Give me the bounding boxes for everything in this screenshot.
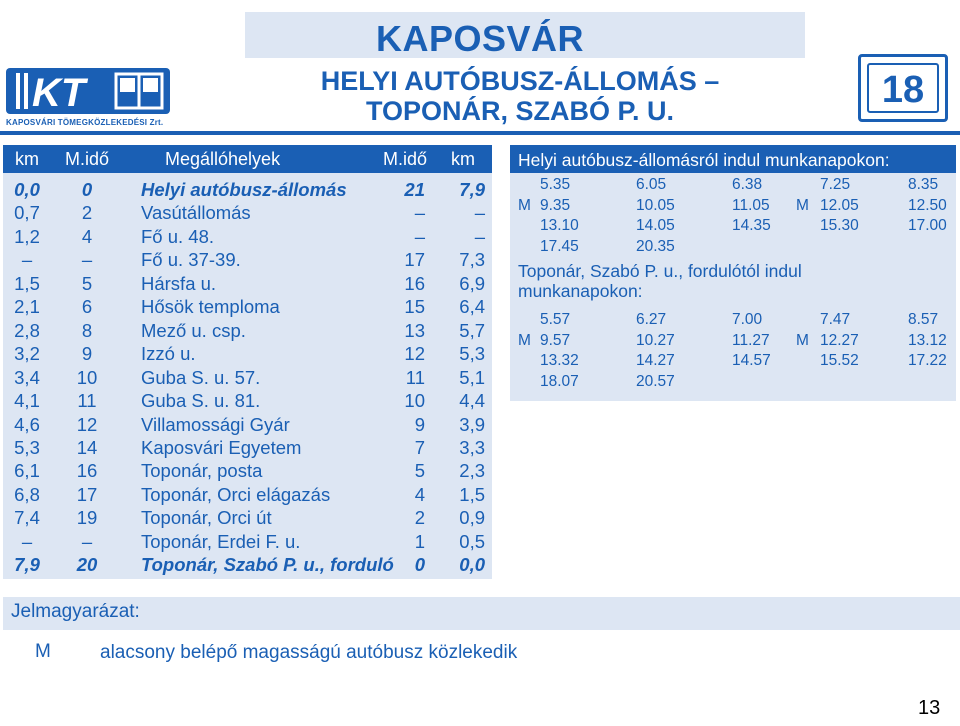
row-km: 7,4	[14, 507, 40, 529]
row-km: –	[21, 249, 33, 271]
departure-time: 15.30	[820, 217, 859, 234]
departure-time: 6.05	[636, 176, 667, 193]
stops-table	[3, 145, 492, 579]
departure-time: 12.50	[908, 196, 947, 214]
row-time-return: 9	[414, 413, 425, 435]
route-number-badge	[858, 54, 948, 122]
timetable-panel	[510, 145, 956, 401]
row-time-return: –	[414, 202, 425, 224]
timetable-row	[510, 311, 956, 333]
row-km: 4,1	[14, 390, 40, 412]
row-time: 16	[76, 460, 98, 482]
row-km-return: 5,1	[459, 366, 485, 388]
row-time: –	[81, 249, 93, 271]
departure-time: 17.45	[540, 237, 579, 255]
row-time: –	[81, 530, 93, 552]
departure-time: 10.05	[636, 196, 675, 214]
row-km-return: 7,9	[459, 179, 485, 200]
legend-title: Jelmagyarázat:	[11, 601, 140, 622]
row-time-return: 2	[414, 507, 425, 529]
table-row	[3, 390, 492, 413]
row-time: 17	[76, 483, 98, 505]
row-stop-name: Guba S. u. 57.	[141, 366, 261, 388]
row-time-return: 0	[414, 554, 425, 576]
departure-time: 12.27	[820, 331, 859, 349]
departure-time: 10.27	[636, 331, 675, 349]
row-stop-name: Fő u. 48.	[141, 225, 215, 247]
departure-time: 7.25	[820, 176, 851, 193]
departure-time: 5.57	[540, 311, 571, 328]
row-km-return: 3,3	[459, 436, 485, 458]
row-km: 6,8	[14, 483, 40, 505]
departure-time: 12.05	[820, 196, 859, 214]
row-km: 0,7	[14, 202, 40, 224]
row-stop-name: Toponár, Erdei F. u.	[141, 530, 301, 552]
timetable-row	[510, 176, 956, 198]
table-row	[3, 296, 492, 319]
table-row	[3, 554, 492, 577]
row-time: 4	[81, 225, 93, 247]
row-km-return: 0,5	[459, 530, 485, 552]
city-title: KAPOSVÁR	[375, 18, 585, 59]
table-row	[3, 414, 492, 437]
row-time-return: 17	[404, 249, 425, 271]
departure-time: 14.57	[732, 352, 771, 369]
row-time-return: –	[414, 225, 425, 247]
departure-time: 7.00	[732, 311, 763, 328]
route-subtitle	[300, 66, 740, 126]
departure-time: 13.10	[540, 217, 579, 234]
departure-time: 17.22	[908, 352, 947, 369]
row-time: 19	[76, 507, 98, 529]
route-number: 18	[881, 69, 925, 111]
table-row	[3, 226, 492, 249]
row-stop-name: Toponár, Szabó P. u., forduló	[141, 554, 394, 576]
return-heading-line-2: munkanapokon:	[518, 281, 643, 301]
return-heading	[518, 261, 938, 301]
row-km: 4,6	[14, 413, 40, 435]
row-km-return: 1,5	[459, 483, 485, 505]
logo-stripe	[24, 73, 28, 109]
row-time: 8	[81, 319, 93, 341]
departure-time: 6.27	[636, 311, 667, 328]
row-stop-name: Vasútállomás	[141, 202, 251, 224]
row-time: 5	[81, 272, 93, 294]
legend-key: M	[35, 641, 51, 662]
row-time-return: 21	[404, 179, 425, 200]
table-row	[3, 507, 492, 530]
row-time: 9	[81, 343, 93, 365]
row-km: 5,3	[14, 436, 40, 458]
row-km: 3,4	[14, 366, 40, 388]
row-time-return: 13	[404, 319, 425, 341]
row-time-return: 12	[404, 343, 425, 365]
route-number-frame	[867, 63, 939, 113]
low-floor-marker: M	[518, 331, 531, 349]
timetable-row	[510, 217, 956, 239]
departure-time: 14.27	[636, 352, 675, 369]
departure-time: 18.07	[540, 372, 579, 390]
row-time-return: 11	[405, 366, 425, 388]
timetable-row	[510, 352, 956, 374]
row-time: 12	[76, 413, 98, 435]
row-stop-name: Villamossági Gyár	[141, 413, 290, 435]
row-km-return: 6,9	[459, 272, 485, 294]
row-stop-name: Hősök temploma	[141, 296, 280, 318]
departure-time: 14.35	[732, 217, 771, 234]
outbound-heading-text: Helyi autóbusz-állomásról indul munkanapokon:	[518, 150, 890, 170]
departure-time: 5.35	[540, 176, 571, 193]
timetable-row	[510, 373, 956, 395]
table-row	[3, 531, 492, 554]
row-km-return: –	[474, 202, 485, 224]
table-row	[3, 460, 492, 483]
row-km-return: 5,7	[459, 319, 485, 341]
row-time: 14	[76, 436, 98, 458]
row-stop-name: Toponár, posta	[141, 460, 263, 482]
legend-description: alacsony belépő magasságú autóbusz közlekedik	[100, 642, 518, 663]
row-time: 20	[76, 554, 98, 576]
departure-time: 20.57	[636, 372, 675, 390]
table-row	[3, 273, 492, 296]
departure-time: 11.05	[732, 196, 770, 214]
departure-time: 7.47	[820, 311, 851, 328]
row-stop-name: Guba S. u. 81.	[141, 390, 261, 412]
timetable-row	[510, 197, 956, 219]
row-km-return: 5,3	[459, 343, 485, 365]
table-row	[3, 320, 492, 343]
row-time: 0	[81, 179, 93, 200]
row-km-return: 0,9	[459, 507, 485, 529]
row-stop-name: Toponár, Orci út	[141, 507, 272, 529]
row-stop-name: Mező u. csp.	[141, 319, 246, 341]
logo-caption: KAPOSVÁRI TÖMEGKÖZLEKEDÉSI Zrt.	[6, 118, 164, 127]
row-km: 1,2	[14, 225, 40, 247]
subtitle-line-2: TOPONÁR, SZABÓ P. U.	[365, 96, 675, 126]
outbound-heading	[510, 145, 956, 173]
row-km: 7,9	[14, 554, 40, 576]
row-km-return: 7,3	[459, 249, 485, 271]
row-time-return: 15	[404, 296, 425, 318]
row-km: 0,0	[14, 179, 40, 200]
row-time: 10	[76, 366, 98, 388]
low-floor-marker: M	[796, 331, 809, 349]
row-km-return: 0,0	[459, 554, 485, 576]
stops-table-header	[3, 145, 492, 173]
row-time-return: 5	[414, 460, 425, 482]
row-stop-name: Toponár, Orci elágazás	[141, 483, 331, 505]
header-km-return: km	[451, 149, 475, 169]
row-km-return: 4,4	[459, 390, 485, 412]
row-km-return: 6,4	[459, 296, 485, 318]
row-stop-name: Fő u. 37-39.	[141, 249, 241, 271]
row-km: 6,1	[14, 460, 40, 482]
header-divider	[0, 131, 960, 135]
row-time-return: 1	[414, 530, 425, 552]
logo-stripe	[16, 73, 20, 109]
timetable-row	[510, 332, 956, 354]
table-row	[3, 367, 492, 390]
departure-time: 9.57	[540, 331, 571, 349]
departure-time: 17.00	[908, 217, 947, 234]
row-km: 2,8	[14, 319, 40, 341]
low-floor-marker: M	[518, 196, 531, 214]
legend-band	[3, 597, 960, 630]
row-stop-name: Hársfa u.	[141, 272, 217, 294]
table-row	[3, 343, 492, 366]
table-row	[3, 202, 492, 225]
row-km: –	[21, 530, 33, 552]
row-time: 11	[77, 390, 97, 412]
low-floor-marker: M	[796, 196, 809, 214]
table-row	[3, 249, 492, 272]
row-time-return: 16	[404, 272, 425, 294]
table-row	[3, 484, 492, 507]
table-row	[3, 437, 492, 460]
page-number: 13	[918, 697, 941, 719]
logo-text: KT	[32, 71, 86, 115]
departure-time: 11.27	[732, 331, 770, 349]
departure-time: 15.52	[820, 352, 859, 369]
timetable-row	[510, 238, 956, 260]
row-time-return: 10	[404, 390, 425, 412]
row-time-return: 4	[414, 483, 425, 505]
row-stop-name: Helyi autóbusz-állomás	[141, 179, 347, 200]
departure-time: 20.35	[636, 237, 675, 255]
departure-time: 14.05	[636, 217, 675, 234]
header-stops: Megállóhelyek	[165, 149, 281, 169]
departure-time: 9.35	[540, 196, 571, 214]
departure-time: 8.35	[908, 176, 939, 193]
header-time-return: M.idő	[382, 149, 427, 169]
row-stop-name: Kaposvári Egyetem	[141, 436, 302, 458]
departure-time: 13.32	[540, 352, 579, 369]
row-km-return: –	[474, 225, 485, 247]
row-km: 1,5	[14, 272, 40, 294]
row-km: 2,1	[14, 296, 40, 318]
row-km-return: 3,9	[459, 413, 485, 435]
header-time: M.idő	[64, 149, 109, 169]
subtitle-line-1: HELYI AUTÓBUSZ-ÁLLOMÁS –	[320, 66, 720, 96]
header-km: km	[15, 149, 39, 169]
row-time-return: 7	[414, 436, 425, 458]
departure-time: 13.12	[908, 331, 947, 349]
table-row	[3, 179, 492, 202]
return-heading-line-1: Toponár, Szabó P. u., fordulótól indul	[518, 261, 802, 281]
row-time: 2	[81, 202, 93, 224]
row-km-return: 2,3	[459, 460, 485, 482]
row-km: 3,2	[14, 343, 40, 365]
departure-time: 8.57	[908, 311, 939, 328]
row-time: 6	[81, 296, 93, 318]
departure-time: 6.38	[732, 176, 763, 193]
row-stop-name: Izzó u.	[141, 343, 196, 365]
